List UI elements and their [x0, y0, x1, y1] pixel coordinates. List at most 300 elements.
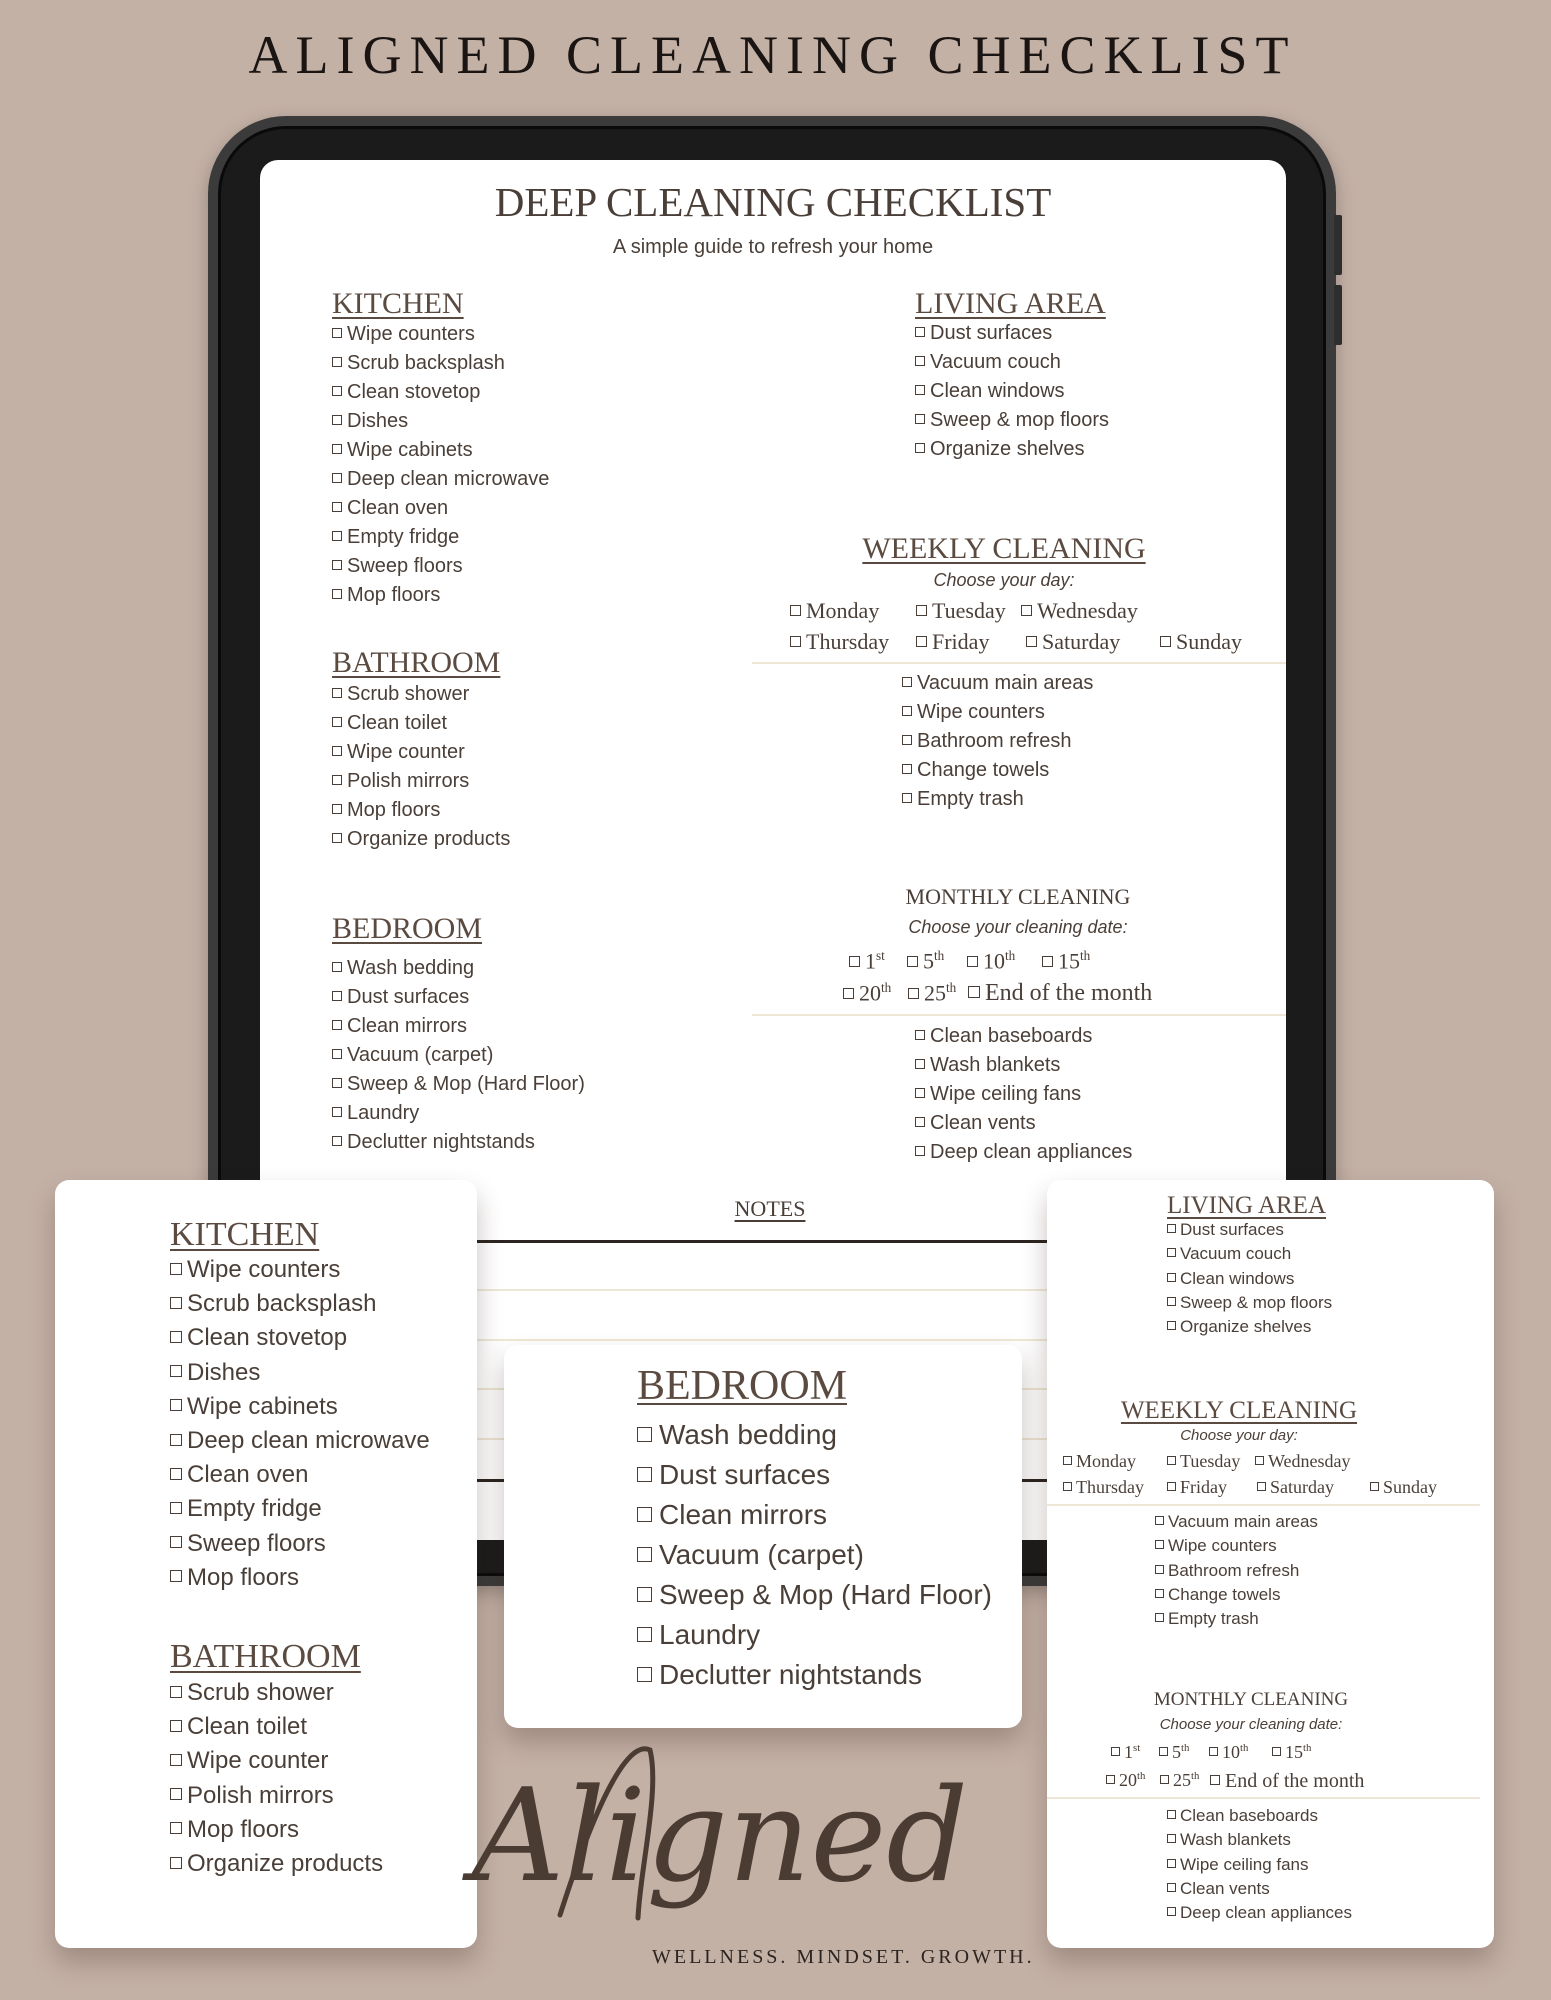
checklist-item[interactable] [1167, 1269, 1294, 1289]
checklist-item[interactable] [332, 1102, 419, 1125]
checklist-item[interactable] [915, 380, 1065, 403]
checklist-item-label: Dishes [187, 1358, 261, 1386]
checkbox[interactable] [1167, 1883, 1176, 1892]
monthly-prompt: Choose your cleaning date: [1159, 1716, 1343, 1733]
checkbox[interactable] [849, 956, 860, 967]
checkbox[interactable] [332, 473, 342, 483]
checklist-item[interactable] [332, 957, 474, 980]
day-option[interactable] [1063, 1477, 1144, 1498]
day-option[interactable] [1370, 1477, 1437, 1498]
checklist-item-label: Dust surfaces [659, 1459, 831, 1490]
checklist-item[interactable] [1167, 1220, 1284, 1240]
checklist-item-label: Sweep floors [347, 555, 463, 577]
checkbox[interactable] [170, 1365, 182, 1377]
checkbox[interactable] [1042, 956, 1053, 967]
day-option[interactable] [1167, 1477, 1227, 1498]
checklist-item-label: Change towels [917, 759, 1050, 781]
checkbox[interactable] [915, 356, 925, 366]
checklist-item[interactable] [170, 1713, 307, 1741]
checkbox[interactable] [1160, 1775, 1169, 1784]
checkbox[interactable] [907, 956, 918, 967]
checklist-item[interactable] [1167, 1244, 1291, 1264]
checkbox[interactable] [170, 1297, 182, 1309]
checklist-item[interactable] [170, 1495, 322, 1523]
day-option[interactable] [1160, 629, 1242, 655]
checklist-item-label: Empty trash [1168, 1609, 1259, 1629]
checkbox[interactable] [1155, 1516, 1164, 1525]
checklist-item[interactable] [1167, 1855, 1309, 1875]
date-option[interactable] [1111, 1742, 1140, 1763]
date-option-end-of-month[interactable] [968, 980, 1152, 1007]
checklist-item[interactable] [332, 712, 447, 735]
checklist-item-label: Bathroom refresh [917, 730, 1072, 752]
checklist-item[interactable] [637, 1619, 760, 1651]
checklist-item-label: Scrub backsplash [347, 352, 505, 374]
checklist-item-label: Clean vents [1180, 1878, 1270, 1898]
checklist-item[interactable] [1167, 1903, 1352, 1923]
checklist-item-label: Organize products [187, 1850, 384, 1877]
checklist-item[interactable] [332, 381, 480, 404]
checkbox[interactable] [1155, 1565, 1164, 1574]
checklist-item-label: Wash blankets [1180, 1830, 1291, 1850]
checkbox[interactable] [170, 1686, 182, 1698]
day-option[interactable] [1167, 1451, 1240, 1472]
day-label: Saturday [1270, 1477, 1334, 1497]
date-option[interactable] [1159, 1742, 1189, 1763]
checklist-item[interactable] [915, 351, 1061, 374]
day-option[interactable] [790, 629, 889, 655]
checkbox[interactable] [902, 677, 912, 687]
section-title: BATHROOM [332, 646, 501, 679]
checklist-item-label: Clean vents [930, 1112, 1036, 1134]
checkbox[interactable] [902, 764, 912, 774]
checkbox[interactable] [1167, 1224, 1176, 1233]
checklist-item-label: Clean mirrors [659, 1499, 828, 1530]
checkbox[interactable] [1210, 1775, 1220, 1785]
checkbox[interactable] [915, 414, 925, 424]
checklist-item[interactable] [637, 1539, 864, 1571]
day-option[interactable] [1026, 629, 1120, 655]
checkbox[interactable] [170, 1468, 182, 1480]
checkbox[interactable] [332, 962, 342, 972]
checkbox[interactable] [1155, 1540, 1164, 1549]
checklist-item-label: Dust surfaces [1180, 1220, 1284, 1239]
day-option[interactable] [1255, 1451, 1351, 1472]
checkbox[interactable] [1167, 1810, 1176, 1819]
checklist-item-label: Laundry [659, 1619, 761, 1650]
checkbox[interactable] [1160, 636, 1171, 647]
checkbox[interactable] [332, 1078, 342, 1088]
date-label: 15 [1058, 948, 1080, 974]
checklist-item[interactable] [637, 1579, 992, 1611]
checkbox[interactable] [332, 1020, 342, 1030]
day-option[interactable] [916, 629, 989, 655]
checklist-item[interactable] [170, 1782, 334, 1810]
checkbox[interactable] [790, 605, 801, 616]
checklist-item[interactable] [170, 1816, 299, 1844]
checklist-item[interactable] [332, 555, 463, 578]
checkbox[interactable] [170, 1331, 182, 1343]
checklist-item-label: Clean toilet [187, 1713, 308, 1741]
checklist-item[interactable] [915, 409, 1109, 432]
checkbox[interactable] [1167, 1482, 1176, 1491]
checklist-item[interactable] [332, 1015, 467, 1038]
weekly-title: WEEKLY CLEANING [1120, 1397, 1358, 1424]
checkbox[interactable] [915, 385, 925, 395]
checklist-item-label: Wipe cabinets [347, 439, 473, 461]
checklist-item[interactable] [332, 410, 408, 433]
notes-line [477, 1339, 1047, 1341]
checklist-item-label: Clean baseboards [930, 1025, 1093, 1047]
tablet-button [1334, 285, 1342, 345]
checklist-item-label: Dust surfaces [347, 986, 470, 1008]
checklist-item[interactable] [332, 584, 440, 607]
checkbox[interactable] [332, 688, 342, 698]
checklist-item-label: Wash bedding [347, 957, 475, 979]
date-label: 10 [983, 948, 1005, 974]
checkbox[interactable] [1167, 1321, 1176, 1330]
checkbox[interactable] [637, 1587, 652, 1602]
checklist-item[interactable] [170, 1461, 308, 1489]
checklist-item[interactable] [902, 701, 1045, 724]
checkbox[interactable] [1155, 1589, 1164, 1598]
weekly-title: WEEKLY CLEANING [862, 532, 1146, 565]
date-option[interactable] [967, 948, 1015, 974]
checklist-item[interactable] [170, 1530, 326, 1558]
checklist-item[interactable] [332, 770, 469, 793]
checkbox[interactable] [332, 444, 342, 454]
day-label: Wednesday [1268, 1451, 1351, 1471]
checkbox[interactable] [332, 746, 342, 756]
checklist-item[interactable] [1155, 1512, 1318, 1532]
checklist-item[interactable] [915, 438, 1085, 461]
checklist-item-label: Clean windows [930, 380, 1065, 402]
checkbox[interactable] [170, 1536, 182, 1548]
checkbox[interactable] [637, 1507, 652, 1522]
checklist-item[interactable] [1155, 1561, 1299, 1581]
section-title: BEDROOM [637, 1363, 848, 1409]
checklist-item[interactable] [170, 1290, 376, 1318]
date-option[interactable] [908, 980, 956, 1006]
checkbox[interactable] [915, 1117, 925, 1127]
checkbox[interactable] [332, 1107, 342, 1117]
checklist-item-label: Deep clean appliances [930, 1141, 1133, 1163]
checkbox[interactable] [170, 1263, 182, 1275]
checklist-item-label: Deep clean appliances [1180, 1903, 1353, 1923]
checklist-item[interactable] [1167, 1293, 1332, 1313]
checklist-item[interactable] [332, 799, 440, 822]
checkbox[interactable] [637, 1547, 652, 1562]
checklist-item-label: Scrub shower [187, 1679, 334, 1706]
checklist-item-label: Scrub shower [347, 683, 470, 705]
checklist-item[interactable] [332, 323, 475, 346]
date-option[interactable] [1160, 1770, 1199, 1791]
checklist-item[interactable] [170, 1324, 347, 1352]
checklist-item[interactable] [1167, 1317, 1311, 1337]
checkbox[interactable] [1063, 1456, 1072, 1465]
checkbox[interactable] [332, 1136, 342, 1146]
day-option[interactable] [1021, 598, 1138, 624]
checklist-item-label: Empty trash [917, 788, 1024, 810]
monthly-title: MONTHLY CLEANING [1153, 1689, 1349, 1710]
checkbox[interactable] [1155, 1613, 1164, 1622]
checklist-item-label: Vacuum couch [1180, 1244, 1292, 1264]
checklist-item[interactable] [170, 1256, 340, 1284]
checklist-item[interactable] [170, 1359, 260, 1387]
checkbox[interactable] [1167, 1248, 1176, 1257]
checklist-item[interactable] [637, 1419, 837, 1451]
checklist-item[interactable] [170, 1427, 430, 1455]
checkbox[interactable] [332, 531, 342, 541]
checkbox[interactable] [915, 1146, 925, 1156]
date-suffix: th [1181, 1742, 1190, 1754]
date-label: 20 [859, 980, 881, 1006]
date-suffix: st [876, 948, 885, 963]
checklist-item[interactable] [332, 526, 459, 549]
checklist-item[interactable] [332, 828, 510, 851]
checklist-item-label: Mop floors [187, 1815, 300, 1843]
checklist-item[interactable] [332, 741, 465, 764]
checklist-item-label: Sweep & Mop (Hard Floor) [659, 1579, 993, 1610]
checklist-item-label: Wipe ceiling fans [1180, 1854, 1309, 1874]
checklist-item[interactable] [902, 759, 1049, 782]
checkbox[interactable] [843, 988, 854, 999]
checklist-item[interactable] [332, 683, 469, 706]
checkbox[interactable] [1257, 1482, 1266, 1491]
checkbox[interactable] [1167, 1834, 1176, 1843]
checklist-item-label: Clean baseboards [1180, 1806, 1318, 1825]
checklist-item-label: Clean stovetop [187, 1324, 348, 1352]
date-suffix: th [1191, 1770, 1200, 1782]
checkbox[interactable] [968, 986, 980, 998]
checklist-item-label: Clean windows [1180, 1268, 1295, 1288]
checklist-item[interactable] [170, 1850, 383, 1878]
checklist-item-label: Wipe counter [187, 1747, 329, 1775]
notes-line [477, 1289, 1047, 1291]
checkbox[interactable] [1255, 1456, 1264, 1465]
date-option[interactable] [1272, 1742, 1311, 1763]
checklist-item[interactable] [170, 1679, 334, 1707]
day-option[interactable] [1257, 1477, 1334, 1498]
logo-text: Aligned [471, 1762, 969, 1911]
checklist-item[interactable] [332, 497, 448, 520]
checkbox[interactable] [170, 1788, 182, 1800]
checklist-item-label: Polish mirrors [347, 770, 470, 792]
checklist-item-label: Vacuum main areas [1168, 1512, 1318, 1531]
date-suffix: th [946, 980, 957, 995]
checkbox[interactable] [915, 1059, 925, 1069]
checklist-item[interactable] [1155, 1585, 1280, 1605]
date-label: 5 [923, 948, 934, 974]
checkbox[interactable] [332, 991, 342, 1001]
checklist-item-label: Change towels [1168, 1584, 1281, 1604]
monthly-divider [1047, 1797, 1480, 1799]
checkbox[interactable] [170, 1570, 182, 1582]
checkbox[interactable] [915, 1030, 925, 1040]
date-option[interactable] [1042, 948, 1090, 974]
checkbox[interactable] [332, 357, 342, 367]
date-label: 10 [1222, 1742, 1240, 1762]
checkbox[interactable] [332, 775, 342, 785]
checklist-item[interactable] [332, 1131, 535, 1154]
date-label: 25 [1173, 1770, 1191, 1790]
checklist-subheading: A simple guide to refresh your home [612, 236, 934, 258]
checkbox[interactable] [170, 1434, 182, 1446]
checkbox[interactable] [332, 502, 342, 512]
aligned-logo [471, 1730, 969, 1930]
checkbox[interactable] [332, 1049, 342, 1059]
date-suffix: th [1137, 1770, 1146, 1782]
checklist-item[interactable] [915, 1054, 1060, 1077]
checkbox[interactable] [1167, 1297, 1176, 1306]
checkbox[interactable] [637, 1427, 652, 1442]
checklist-item[interactable] [332, 1044, 493, 1067]
checkbox[interactable] [1167, 1273, 1176, 1282]
checklist-item[interactable] [332, 439, 473, 462]
weekly-divider [1047, 1504, 1480, 1506]
checkbox[interactable] [1167, 1859, 1176, 1868]
checkbox[interactable] [170, 1857, 182, 1869]
checklist-heading: DEEP CLEANING CHECKLIST [494, 179, 1052, 225]
checklist-item-label: Dishes [347, 410, 409, 432]
checklist-item-label: Organize shelves [930, 438, 1085, 460]
checkbox[interactable] [1209, 1747, 1218, 1756]
checklist-item-label: Clean oven [347, 497, 449, 519]
checklist-item[interactable] [902, 672, 1093, 695]
checkbox[interactable] [1063, 1482, 1072, 1491]
date-option[interactable] [907, 948, 944, 974]
checklist-item[interactable] [915, 1112, 1036, 1135]
checklist-item[interactable] [332, 468, 549, 491]
checkbox[interactable] [1111, 1747, 1120, 1756]
checkbox[interactable] [332, 717, 342, 727]
checkbox[interactable] [332, 328, 342, 338]
checkbox[interactable] [908, 988, 919, 999]
checkbox[interactable] [170, 1754, 182, 1766]
checklist-item[interactable] [170, 1393, 338, 1421]
checklist-item[interactable] [1155, 1536, 1277, 1556]
day-option[interactable] [1063, 1451, 1136, 1472]
date-label: 25 [924, 980, 946, 1006]
section-title: KITCHEN [170, 1216, 320, 1253]
checkbox[interactable] [332, 589, 342, 599]
checklist-item[interactable] [170, 1747, 328, 1775]
checkbox[interactable] [1159, 1747, 1168, 1756]
date-label: 20 [1119, 1770, 1137, 1790]
day-option[interactable] [790, 598, 879, 624]
checkbox[interactable] [790, 636, 801, 647]
weekly-prompt: Choose your day: [1180, 1427, 1298, 1444]
weekly-prompt: Choose your day: [933, 570, 1075, 590]
checkbox[interactable] [1167, 1456, 1176, 1465]
section-title: LIVING AREA [1167, 1192, 1327, 1219]
checklist-item[interactable] [1167, 1806, 1318, 1826]
checklist-item[interactable] [902, 788, 1024, 811]
date-option[interactable] [1106, 1770, 1145, 1791]
checkbox[interactable] [916, 605, 927, 616]
monthly-title: MONTHLY CLEANING [905, 884, 1131, 909]
checklist-item[interactable] [332, 1073, 585, 1096]
checklist-item[interactable] [1167, 1879, 1270, 1899]
date-option[interactable] [849, 948, 885, 974]
checklist-item[interactable] [332, 986, 469, 1009]
checkbox[interactable] [915, 1088, 925, 1098]
date-option[interactable] [843, 980, 891, 1006]
checkbox[interactable] [915, 443, 925, 453]
checklist-item[interactable] [332, 352, 505, 375]
day-label: Saturday [1042, 629, 1121, 654]
checkbox[interactable] [332, 804, 342, 814]
checklist-item-label: Organize products [347, 828, 511, 850]
checkbox[interactable] [332, 560, 342, 570]
checkbox[interactable] [637, 1667, 652, 1682]
checklist-item-label: Vacuum couch [930, 351, 1061, 373]
checkbox[interactable] [170, 1720, 182, 1732]
day-label: Sunday [1176, 629, 1242, 654]
checklist-item[interactable] [637, 1659, 922, 1691]
tablet-button [1334, 215, 1342, 275]
checkbox[interactable] [902, 735, 912, 745]
checkbox[interactable] [1272, 1747, 1281, 1756]
checklist-item[interactable] [1155, 1609, 1259, 1629]
checklist-item[interactable] [170, 1564, 299, 1592]
checklist-item[interactable] [902, 730, 1072, 753]
checklist-item-label: Clean mirrors [347, 1015, 468, 1037]
checklist-item-label: Deep clean microwave [347, 468, 550, 490]
checklist-item[interactable] [915, 1083, 1081, 1106]
checklist-item-label: Polish mirrors [187, 1781, 334, 1809]
checkbox[interactable] [1370, 1482, 1379, 1491]
day-option[interactable] [916, 598, 1006, 624]
checkbox[interactable] [967, 956, 978, 967]
day-label: Friday [932, 629, 990, 654]
checklist-item[interactable] [637, 1459, 830, 1491]
checkbox[interactable] [915, 327, 925, 337]
checkbox[interactable] [902, 706, 912, 716]
checkbox[interactable] [170, 1822, 182, 1834]
checklist-item-label: Scrub backsplash [187, 1290, 377, 1318]
checklist-item-label: Sweep & Mop (Hard Floor) [347, 1073, 585, 1095]
checkbox[interactable] [1106, 1775, 1115, 1784]
checkbox[interactable] [637, 1627, 652, 1642]
checkbox[interactable] [1021, 605, 1032, 616]
checkbox[interactable] [332, 415, 342, 425]
checklist-item-label: Wipe counters [1168, 1536, 1277, 1556]
checkbox[interactable] [1167, 1907, 1176, 1916]
checkbox[interactable] [332, 386, 342, 396]
checkbox[interactable] [170, 1502, 182, 1514]
checkbox[interactable] [1026, 636, 1037, 647]
checklist-item-label: Bathroom refresh [1168, 1560, 1300, 1580]
checkbox[interactable] [637, 1467, 652, 1482]
checklist-item-label: Mop floors [347, 584, 441, 606]
checkbox[interactable] [170, 1399, 182, 1411]
day-label: Sunday [1383, 1477, 1437, 1497]
checklist-item[interactable] [637, 1499, 827, 1531]
checklist-item-label: Deep clean microwave [187, 1427, 430, 1454]
checklist-item-label: Mop floors [347, 799, 441, 821]
checklist-item[interactable] [1167, 1830, 1291, 1850]
checklist-item[interactable] [915, 1141, 1132, 1164]
checklist-item[interactable] [915, 322, 1052, 345]
checklist-item[interactable] [915, 1025, 1092, 1048]
day-label: Thursday [806, 629, 890, 654]
checkbox[interactable] [902, 793, 912, 803]
date-option-end-of-month[interactable] [1210, 1770, 1364, 1793]
date-option[interactable] [1209, 1742, 1248, 1763]
checkbox[interactable] [916, 636, 927, 647]
checkbox[interactable] [332, 833, 342, 843]
